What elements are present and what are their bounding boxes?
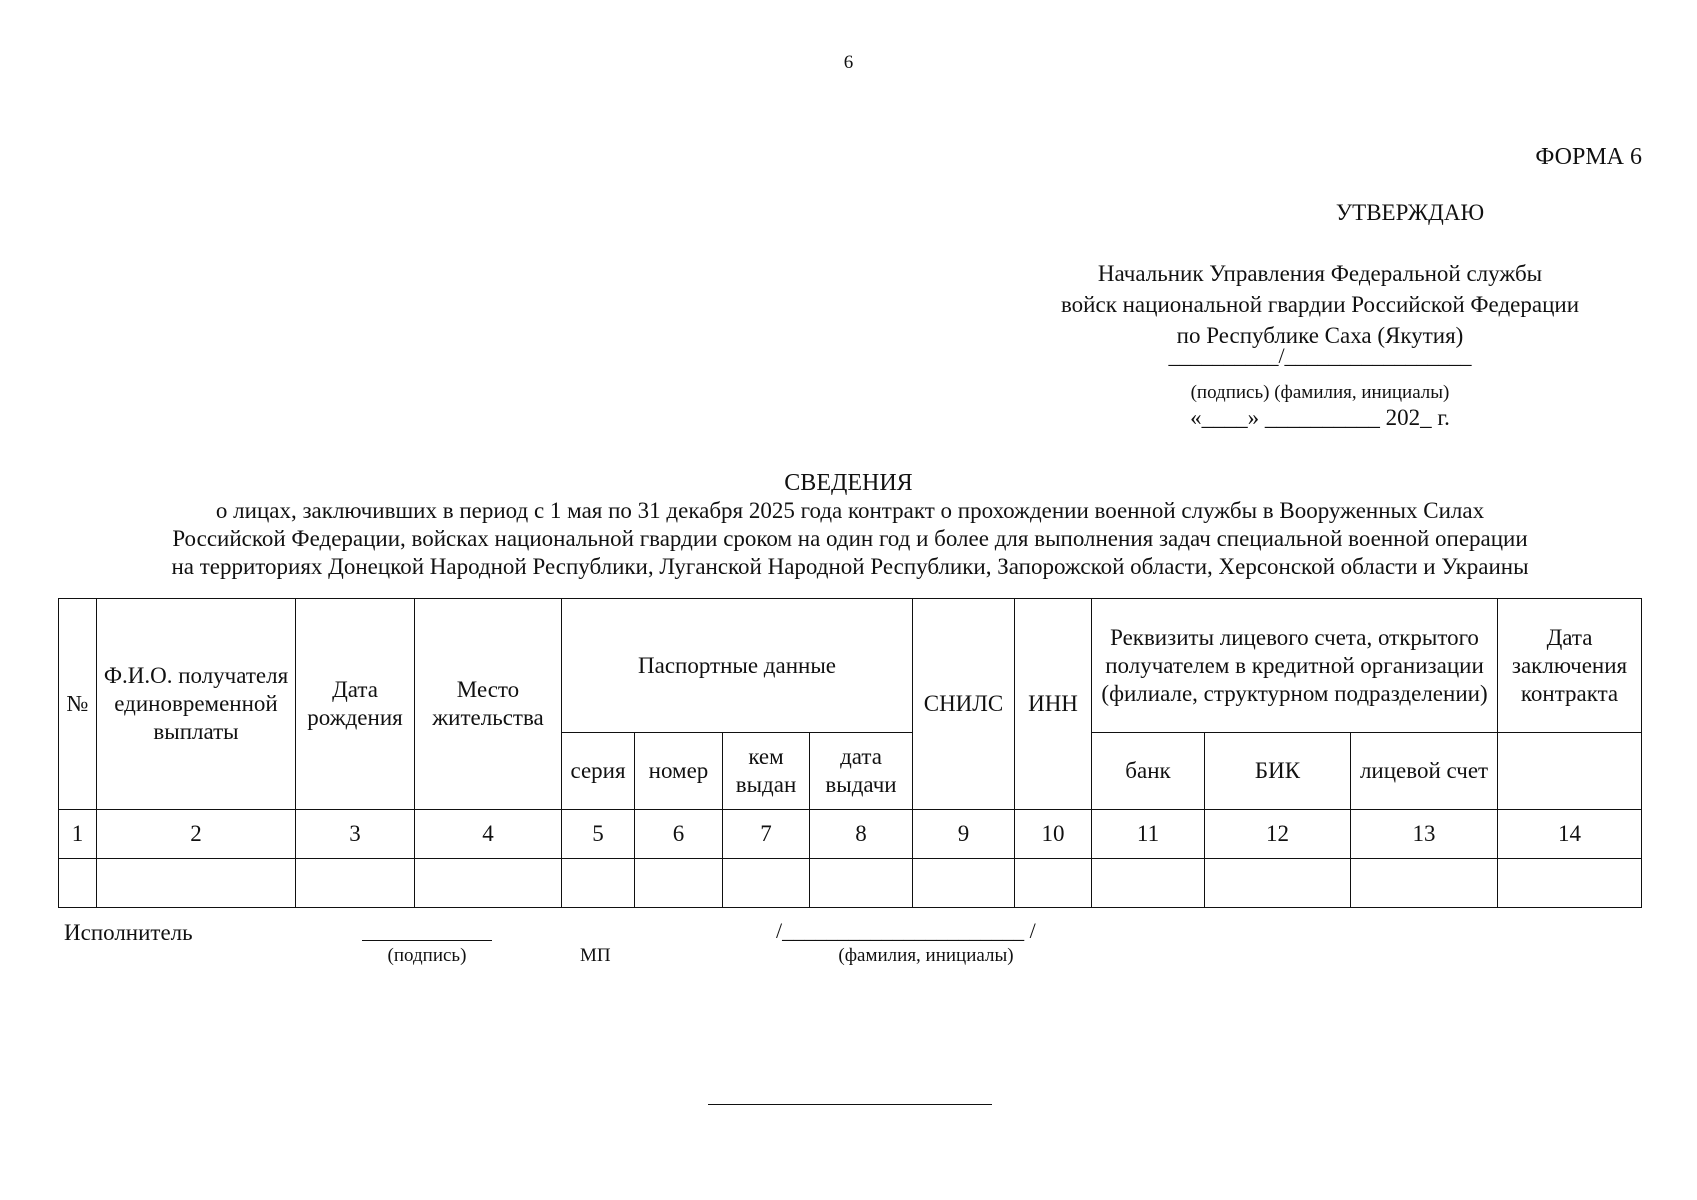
bottom-rule xyxy=(708,1104,992,1105)
data-cell[interactable] xyxy=(296,859,415,908)
column-number: 14 xyxy=(1498,810,1642,859)
document-subtitle-line: о лицах, заключивших в период с 1 мая по 31 декабря 2025 года контракт о прохождении военной службы в Вооруженных Силах xyxy=(215,498,1485,523)
header-bik: БИК xyxy=(1205,733,1351,810)
approval-position-line: Начальник Управления Федеральной службы xyxy=(1097,261,1543,286)
data-cell[interactable] xyxy=(810,859,913,908)
header-num: № xyxy=(59,599,97,810)
empty-data-row xyxy=(59,859,1642,908)
column-number: 9 xyxy=(913,810,1015,859)
data-cell[interactable] xyxy=(59,859,97,908)
header-account-number: лицевой счет xyxy=(1351,733,1498,810)
data-cell[interactable] xyxy=(97,859,296,908)
header-bank: банк xyxy=(1092,733,1205,810)
column-number: 3 xyxy=(296,810,415,859)
data-cell[interactable] xyxy=(415,859,562,908)
data-cell[interactable] xyxy=(723,859,810,908)
column-number: 10 xyxy=(1015,810,1092,859)
form-label: ФОРМА 6 xyxy=(1535,144,1642,170)
executor-signature-line xyxy=(362,918,492,941)
header-contract-date: Дата заключения контракта xyxy=(1498,599,1642,733)
executor-name-caption: (фамилия, инициалы) xyxy=(838,945,1014,966)
data-cell[interactable] xyxy=(635,859,723,908)
column-number-row xyxy=(59,810,1642,859)
header-passport-issued-by: кем выдан xyxy=(723,733,810,810)
executor-label: Исполнитель xyxy=(64,920,193,945)
stamp-label: МП xyxy=(580,945,611,966)
data-cell[interactable] xyxy=(1498,859,1642,908)
document-subtitle-line: на территориях Донецкой Народной Республики, Луганской Народной Республики, Запорожской области, Херсонской области и Украины xyxy=(171,554,1529,579)
approval-signature-line: __________/_________________ xyxy=(1168,343,1472,368)
data-cell[interactable] xyxy=(913,859,1015,908)
page-number: 6 xyxy=(843,52,854,73)
executor-signature-caption: (подпись) xyxy=(387,945,467,966)
approval-date-line: «____» __________ 202_ г. xyxy=(1190,405,1450,430)
approval-position-line: войск национальной гвардии Российской Федерации xyxy=(1060,292,1580,317)
header-residence: Место жительства xyxy=(415,599,562,810)
data-cell[interactable] xyxy=(1015,859,1092,908)
column-number: 1 xyxy=(59,810,97,859)
header-passport-number: номер xyxy=(635,733,723,810)
header-passport: Паспортные данные xyxy=(562,599,913,733)
column-number: 12 xyxy=(1205,810,1351,859)
column-number: 11 xyxy=(1092,810,1205,859)
header-account: Реквизиты лицевого счета, открытого получателем в кредитной организации (филиале, структурном подразделении) xyxy=(1092,599,1498,733)
header-passport-issue-date: дата выдачи xyxy=(810,733,913,810)
approval-position xyxy=(1020,258,1620,351)
data-cell[interactable] xyxy=(1205,859,1351,908)
header-birth-date: Дата рождения xyxy=(296,599,415,810)
header-fio: Ф.И.О. получателя единовременной выплаты xyxy=(97,599,296,810)
header-empty-cell xyxy=(1498,733,1642,810)
approval-heading: УТВЕРЖДАЮ xyxy=(1335,200,1485,225)
data-cell[interactable] xyxy=(1092,859,1205,908)
column-number: 4 xyxy=(415,810,562,859)
header-inn: ИНН xyxy=(1015,599,1092,810)
column-number: 6 xyxy=(635,810,723,859)
column-number: 5 xyxy=(562,810,635,859)
approval-position-line: по Республике Саха (Якутия) xyxy=(1176,323,1464,348)
executor-name-line: /______________________ / xyxy=(776,918,1036,943)
column-number: 2 xyxy=(97,810,296,859)
column-number: 7 xyxy=(723,810,810,859)
header-passport-series: серия xyxy=(562,733,635,810)
data-cell[interactable] xyxy=(562,859,635,908)
data-cell[interactable] xyxy=(1351,859,1498,908)
document-title: СВЕДЕНИЯ xyxy=(784,470,913,496)
approval-signature-caption: (подпись) (фамилия, инициалы) xyxy=(1190,382,1450,403)
data-table xyxy=(58,598,1642,908)
column-number: 8 xyxy=(810,810,913,859)
header-snils: СНИЛС xyxy=(913,599,1015,810)
column-number: 13 xyxy=(1351,810,1498,859)
document-subtitle xyxy=(80,497,1620,581)
document-subtitle-line: Российской Федерации, войсках национальной гвардии сроком на один год и более для выполнения задач специальной военной операции xyxy=(172,526,1528,551)
